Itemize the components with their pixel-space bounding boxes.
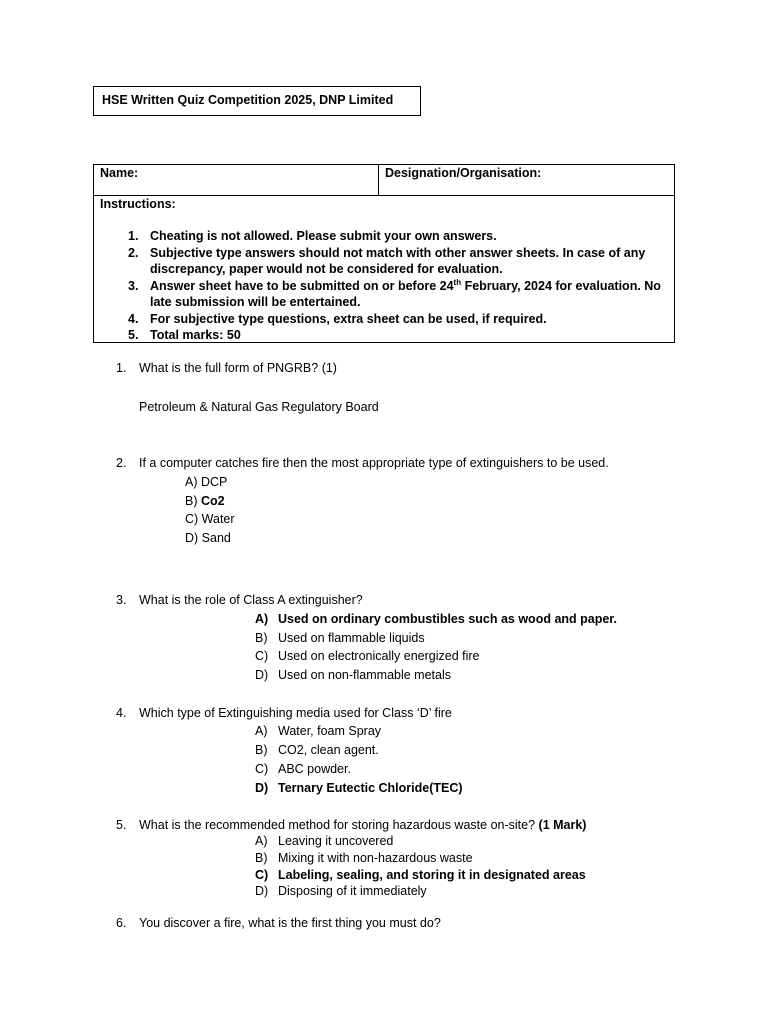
- option-item: C) Water: [185, 512, 235, 526]
- info-table-header-row: [94, 165, 674, 196]
- instruction-item: 5. Total marks: 50: [128, 328, 241, 342]
- instruction-item: 2. Subjective type answers should not match with other answer sheets. In case of any discrepancy, paper would not be considered for evaluation.: [128, 245, 646, 276]
- quiz-title-text: HSE Written Quiz Competition 2025, DNP Limited: [102, 93, 394, 107]
- option-item: A) DCP: [185, 475, 228, 489]
- question-text: You discover a fire, what is the first thing you must do?: [139, 916, 441, 930]
- question-text: What is the full form of PNGRB? (1): [139, 361, 337, 375]
- question-text: What is the role of Class A extinguisher?: [139, 593, 363, 607]
- designation-label: Designation/Organisation:: [385, 166, 542, 180]
- instructions-list: [128, 228, 664, 344]
- question-text: What is the recommended method for storing hazardous waste on-site? (1 Mark): [139, 818, 587, 832]
- question-text: If a computer catches fire then the most appropriate type of extinguishers to be used.: [139, 456, 609, 470]
- instruction-item: 3. Answer sheet have to be submitted on or before 24th February, 2024 for evaluation. No late submission will be entertained.: [128, 277, 661, 309]
- quiz-title: [93, 86, 421, 116]
- option-item: D) Sand: [185, 531, 231, 545]
- name-label: Name:: [100, 166, 139, 180]
- question-text: Which type of Extinguishing media used for Class ‘D’ fire: [139, 706, 452, 720]
- name-field[interactable]: [94, 165, 379, 195]
- instruction-item: 1. Cheating is not allowed. Please submit your own answers.: [128, 229, 497, 243]
- designation-field[interactable]: [379, 165, 674, 196]
- info-table: [93, 164, 675, 343]
- instruction-item: 4. For subjective type questions, extra sheet can be used, if required.: [128, 311, 547, 326]
- option-item: B) Co2: [185, 494, 225, 508]
- question-1-answer: Petroleum & Natural Gas Regulatory Board: [139, 400, 379, 414]
- instructions-label: Instructions:: [100, 197, 176, 211]
- marks-label: (1 Mark): [538, 818, 587, 832]
